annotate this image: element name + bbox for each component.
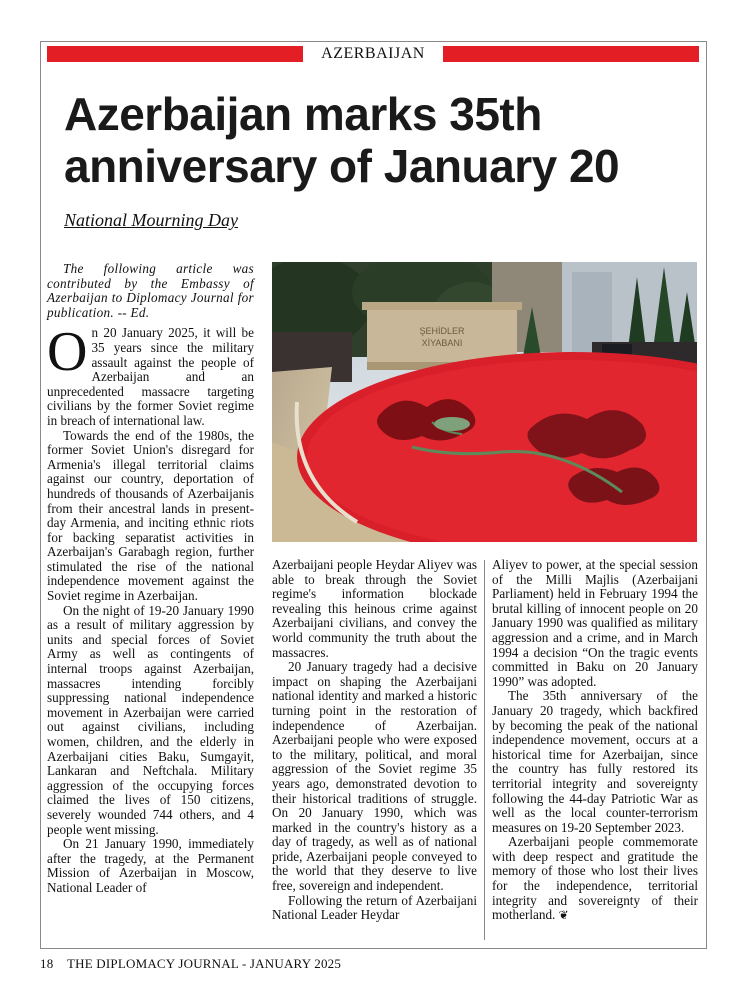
subhead: National Mourning Day	[64, 210, 238, 230]
article-column-2	[272, 558, 477, 923]
monument-inscription-line-1: ŞEHİDLER	[419, 326, 465, 336]
page-number: 18	[40, 956, 54, 971]
memorial-photo-image	[272, 262, 697, 542]
publication-title: THE DIPLOMACY JOURNAL - JANUARY 2025	[66, 956, 342, 971]
column-divider	[484, 560, 485, 940]
paragraph: 20 January tragedy had a decisive impact on shaping the Azerbaijani national identity and marked a historic turning point in the restoration of independence of Azerbaijan. Azerbaijani people who were exposed to the military, political, and moral aggression of the Soviet regime 35 years ago, demonstrated devotion to their historical traditions of struggle. On 20 January 1990, which was marked in the country's history as a day of tragedy, as well as of national pride, Azerbaijani people conveyed to the world that they deserve to live free, sovereign and independent.	[272, 659, 477, 894]
paragraph: Towards the end of the 1980s, the former Soviet Union's disregard for Armenia's illegal territorial claims against our country, deportation of hundreds of thousands of Azerbaijanis from their ancestral lands in present-day Armenia, and inciting ethnic riots for backing separatist activities in Azerbaijan's Garabagh region, further stimulated the rise of the national independence movement against the Soviet regime in Azerbaijan.	[47, 427, 254, 604]
section-band-left	[47, 46, 303, 62]
end-mark-icon: ❦	[558, 908, 569, 923]
monument-inscription-line-2: XİYABANI	[421, 338, 463, 348]
drop-cap: O	[47, 321, 88, 384]
paragraph: Aliyev to power, at the special session of the Milli Majlis (Azerbaijani Parliament) held in February 1994 the brutal killing of innocent people on 20 January 1990 was qualified as military aggression and a crime, and in March 1994 a decision “On the tragic events committed in Baku on 20 January 1990” was adopted.	[492, 557, 698, 689]
article-column-1	[47, 262, 254, 896]
paragraph-text: n 20 January 2025, it will be 35 years since the military assault against the people of Azerbaijan and an unprecedented massacre targeting civilians by the former Soviet regime in breach of international law.	[47, 325, 254, 428]
paragraph: On the night of 19-20 January 1990 as a result of military aggression by units and special forces of Soviet Army as well as contingents of internal troops against Azerbaijan, massacres intending forcibly suppressing national independence movement in Azerbaijan were carried out against civilians, including women, children, and the elderly in Azerbaijani cities Baku, Sumgayit, Lankaran and Neftchala. Military aggression of the occupying forces claimed the lives of 150 citizens, severely wounded 744 others, and 4 people went missing.	[47, 602, 254, 837]
first-paragraph	[47, 321, 254, 428]
paragraph: The 35th anniversary of the January 20 tragedy, which backfired by becoming the peak of the national independence movement, occurs at a historical time for Azerbaijan, since the country has fully restored its territorial integrity and sovereignty following the 44-day Patriotic War as well as the local counter-terrorism measures on 19-20 September 2023.	[492, 688, 698, 835]
page-footer	[40, 956, 341, 972]
section-band-right	[443, 46, 699, 62]
headline: Azerbaijan marks 35th anniversary of January 20	[64, 88, 620, 192]
editor-note: The following article was contributed by the Embassy of Azerbaijan to Diplomacy Journal for publication. -- Ed.	[47, 261, 254, 320]
paragraph	[492, 835, 698, 923]
paragraph-text: Azerbaijani people commemorate with deep respect and gratitude the memory of those who lost their lives for the independence, territorial integrity and sovereignty of their motherland.	[492, 834, 698, 923]
memorial-photo	[272, 262, 697, 542]
paragraph: Azerbaijani people Heydar Aliyev was able to break through the Soviet regime's information blockade revealing this heinous crime against Azerbaijani civilians, and convey the world community the truth about the massacres.	[272, 557, 477, 660]
paragraph: Following the return of Azerbaijani National Leader Heydar	[272, 892, 477, 923]
article-column-3	[492, 558, 698, 923]
paragraph: On 21 January 1990, immediately after the tragedy, at the Permanent Mission of Azerbaijan in Moscow, National Leader of	[47, 836, 254, 895]
section-label: AZERBAIJAN	[321, 45, 425, 62]
